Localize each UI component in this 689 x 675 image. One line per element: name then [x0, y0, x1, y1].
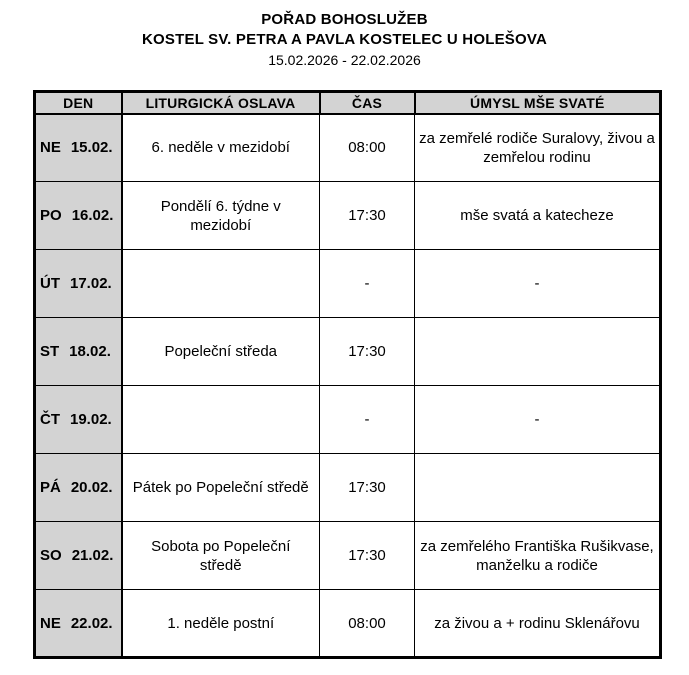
celebration-cell: 1. neděle postní [122, 590, 320, 658]
day-abbr: SO [40, 547, 62, 564]
column-header-day: DEN [35, 92, 122, 114]
day-abbr: NE [40, 614, 61, 632]
day-date: 19.02. [70, 411, 112, 428]
table-row [35, 250, 661, 318]
schedule-table-body [35, 114, 661, 658]
intention-cell: za živou a + rodinu Sklenářovu [415, 590, 661, 658]
celebration-cell: 6. neděle v mezidobí [122, 114, 320, 182]
schedule-table [33, 90, 662, 659]
day-date: 21.02. [71, 547, 114, 564]
day-cell [35, 590, 122, 658]
day-cell [35, 182, 122, 250]
church-name: KOSTEL SV. PETRA A PAVLA KOSTELEC U HOLEŠOVA [142, 31, 547, 48]
day-cell [35, 454, 122, 522]
day-date: 15.02. [70, 139, 113, 157]
day-cell [35, 318, 122, 386]
time-cell: - [320, 250, 415, 318]
time-cell: 08:00 [320, 114, 415, 182]
table-row [35, 386, 661, 454]
day-date: 17.02. [70, 275, 112, 292]
table-row [35, 114, 661, 182]
column-header-intention: ÚMYSL MŠE SVATÉ [415, 92, 661, 114]
day-date: 16.02. [71, 207, 114, 224]
table-row [35, 318, 661, 386]
day-abbr: PO [40, 207, 62, 224]
intention-cell: - [415, 250, 661, 318]
celebration-cell: Pondělí 6. týdne v mezidobí [122, 182, 320, 250]
document-header [0, 0, 689, 70]
time-cell: 17:30 [320, 318, 415, 386]
intention-cell: mše svatá a katecheze [415, 182, 661, 250]
table-row [35, 182, 661, 250]
table-row [35, 522, 661, 590]
intention-cell: za zemřelého Františka Rušikvase, manželku a rodiče [415, 522, 661, 590]
table-row [35, 454, 661, 522]
day-date: 20.02. [70, 479, 113, 496]
intention-cell [415, 318, 661, 386]
day-date: 22.02. [70, 614, 113, 632]
intention-cell: - [415, 386, 661, 454]
schedule-table-header [35, 92, 661, 114]
intention-cell: za zemřelé rodiče Suralovy, živou a zemřelou rodinu [415, 114, 661, 182]
celebration-cell: Popeleční středa [122, 318, 320, 386]
day-cell [35, 386, 122, 454]
celebration-cell: Pátek po Popeleční středě [122, 454, 320, 522]
day-cell [35, 522, 122, 590]
column-header-celebration: LITURGICKÁ OSLAVA [122, 92, 320, 114]
time-cell: 17:30 [320, 454, 415, 522]
page-title: POŘAD BOHOSLUŽEB [261, 11, 428, 28]
table-row [35, 590, 661, 658]
time-cell: 17:30 [320, 182, 415, 250]
day-abbr: ÚT [40, 275, 60, 292]
day-abbr: ČT [40, 411, 60, 428]
celebration-cell [122, 250, 320, 318]
time-cell: 17:30 [320, 522, 415, 590]
time-cell: - [320, 386, 415, 454]
column-header-time: ČAS [320, 92, 415, 114]
day-abbr: ST [40, 343, 60, 360]
celebration-cell: Sobota po Popeleční středě [122, 522, 320, 590]
day-abbr: NE [40, 139, 61, 157]
date-range: 15.02.2026 - 22.02.2026 [268, 52, 421, 68]
day-cell [35, 250, 122, 318]
day-abbr: PÁ [40, 479, 61, 496]
intention-cell [415, 454, 661, 522]
time-cell: 08:00 [320, 590, 415, 658]
day-cell [35, 114, 122, 182]
day-date: 18.02. [69, 343, 111, 360]
celebration-cell [122, 386, 320, 454]
header-row [35, 92, 661, 114]
